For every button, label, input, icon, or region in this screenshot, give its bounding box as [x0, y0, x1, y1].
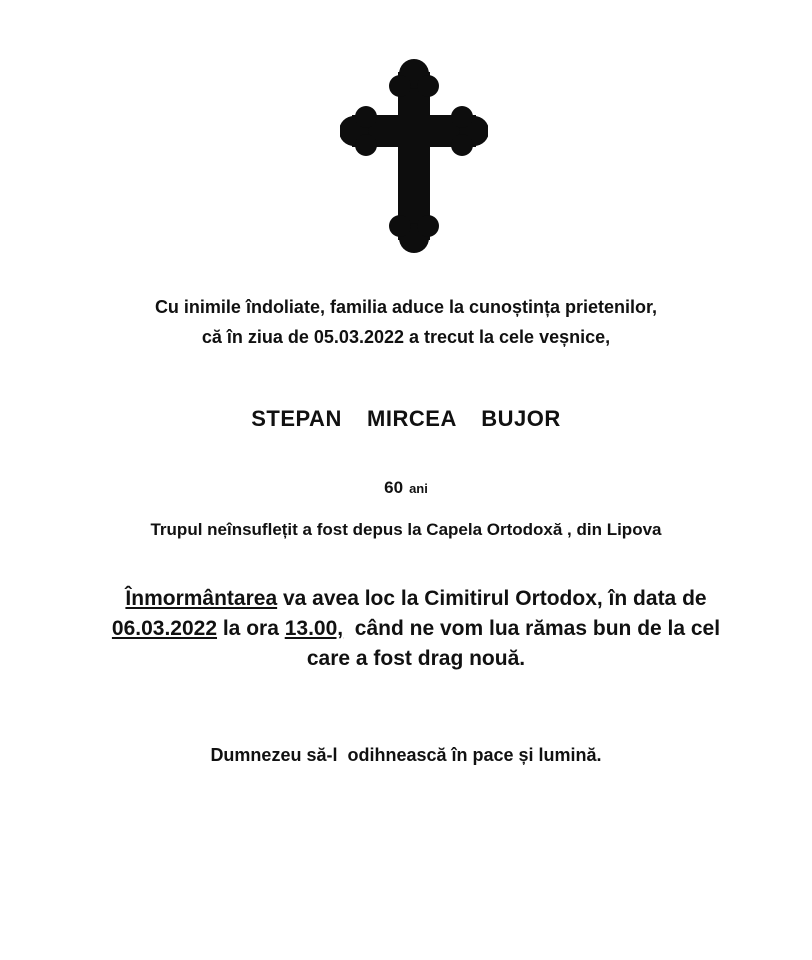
deceased-name: STEPAN MIRCEA BUJOR: [251, 406, 561, 431]
intro-line-2: că în ziua de 05.03.2022 a trecut la cele veșnice,: [201, 327, 611, 347]
funeral-details: [96, 584, 736, 674]
intro-text: [0, 292, 812, 352]
funeral-text-b: la ora: [217, 617, 285, 640]
age-value: 60: [384, 478, 404, 497]
funeral-text-a: va avea loc la Cimitirul Ortodox, în data de: [277, 587, 713, 610]
funeral-word: Înmormântarea: [125, 587, 278, 610]
intro-line-1: Cu inimile îndoliate, familia aduce la cunoștința prietenilor,: [154, 297, 658, 317]
deceased-age: [0, 478, 812, 498]
age-unit: ani: [409, 481, 428, 496]
body-location-text: Trupul neînsuflețit a fost depus la Capela Ortodoxă , din Lipova: [150, 520, 662, 539]
funeral-text-c: când ne vom lua rămas bun de la cel care a fost drag nouă.: [306, 617, 726, 670]
cross-icon: [340, 58, 488, 254]
funeral-time: 13.00,: [284, 617, 344, 640]
funeral-date: 06.03.2022: [111, 617, 218, 640]
closing-prayer: Dumnezeu să-l odihnească în pace și lumină.: [210, 745, 602, 765]
